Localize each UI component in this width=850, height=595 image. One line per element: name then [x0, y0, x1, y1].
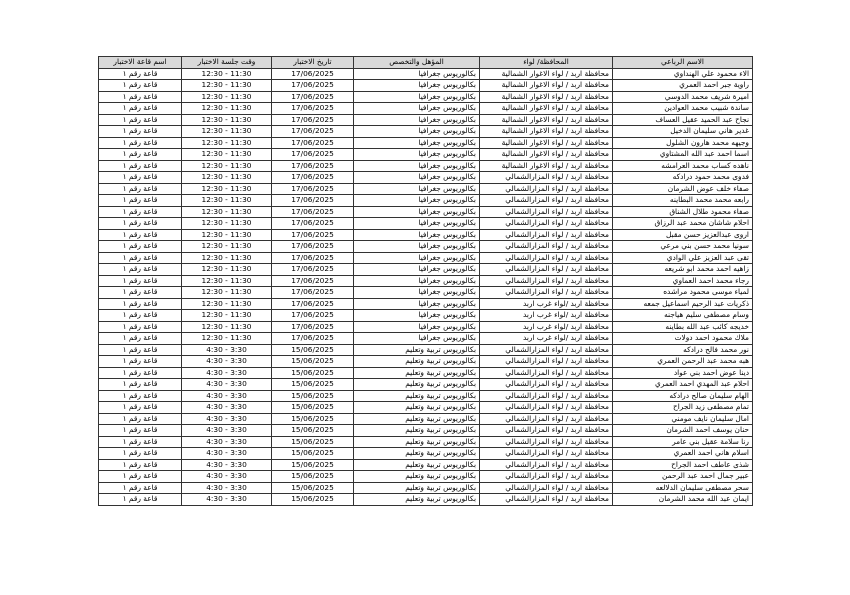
cell-time: 11:30 - 12:30 [182, 68, 272, 80]
cell-name: اروى عبدالعزيز حسن مقبل [613, 229, 753, 241]
cell-time: 3:30 - 4:30 [182, 390, 272, 402]
cell-hall: قاعة رقم ١ [99, 310, 182, 322]
cell-hall: قاعة رقم ١ [99, 402, 182, 414]
cell-hall: قاعة رقم ١ [99, 448, 182, 460]
table-row [99, 160, 753, 172]
table-row [99, 425, 753, 437]
cell-date: 15/06/2025 [272, 459, 354, 471]
cell-governorate: محافظة اربد / لواء الاغوار الشمالية [480, 114, 613, 126]
cell-date: 17/06/2025 [272, 287, 354, 299]
table-row [99, 298, 753, 310]
table-row [99, 321, 753, 333]
cell-qualification: بكالوريوس جغرافيا [354, 80, 480, 92]
cell-hall: قاعة رقم ١ [99, 459, 182, 471]
cell-governorate: محافظة اربد / لواء المزارالشمالي [480, 436, 613, 448]
cell-date: 17/06/2025 [272, 137, 354, 149]
table-row [99, 310, 753, 322]
cell-qualification: بكالوريوس جغرافيا [354, 126, 480, 138]
cell-name: هبه محمد عبد الرحمن العمري [613, 356, 753, 368]
cell-time: 11:30 - 12:30 [182, 252, 272, 264]
cell-date: 17/06/2025 [272, 91, 354, 103]
cell-date: 15/06/2025 [272, 425, 354, 437]
cell-qualification: بكالوريوس جغرافيا [354, 206, 480, 218]
cell-date: 17/06/2025 [272, 321, 354, 333]
cell-qualification: بكالوريوس جغرافيا [354, 91, 480, 103]
table-row [99, 275, 753, 287]
cell-date: 17/06/2025 [272, 195, 354, 207]
cell-governorate: محافظة اربد / لواء المزارالشمالي [480, 390, 613, 402]
table-row [99, 103, 753, 115]
cell-qualification: بكالوريوس تربية وتعليم [354, 344, 480, 356]
cell-governorate: محافظة اربد /لواء غرب اربد [480, 321, 613, 333]
cell-hall: قاعة رقم ١ [99, 114, 182, 126]
cell-qualification: بكالوريوس جغرافيا [354, 195, 480, 207]
cell-name: تقى عبد العزيز علي الوادي [613, 252, 753, 264]
cell-qualification: بكالوريوس جغرافيا [354, 103, 480, 115]
cell-date: 17/06/2025 [272, 310, 354, 322]
cell-qualification: بكالوريوس تربية وتعليم [354, 471, 480, 483]
cell-name: وسام مصطفى سليم هياجنه [613, 310, 753, 322]
cell-hall: قاعة رقم ١ [99, 183, 182, 195]
cell-date: 15/06/2025 [272, 471, 354, 483]
cell-qualification: بكالوريوس جغرافيا [354, 172, 480, 184]
cell-qualification: بكالوريوس تربية وتعليم [354, 356, 480, 368]
header-date: تاريخ الاختبار [272, 57, 354, 69]
cell-date: 15/06/2025 [272, 390, 354, 402]
table-row [99, 229, 753, 241]
cell-date: 15/06/2025 [272, 448, 354, 460]
cell-date: 17/06/2025 [272, 149, 354, 161]
cell-time: 11:30 - 12:30 [182, 195, 272, 207]
cell-date: 15/06/2025 [272, 367, 354, 379]
cell-name: نور محمد فالح درادكه [613, 344, 753, 356]
cell-hall: قاعة رقم ١ [99, 321, 182, 333]
cell-governorate: محافظة اربد / لواء المزارالشمالي [480, 172, 613, 184]
cell-governorate: محافظة اربد / لواء المزارالشمالي [480, 356, 613, 368]
cell-qualification: بكالوريوس جغرافيا [354, 264, 480, 276]
table-row [99, 264, 753, 276]
cell-date: 17/06/2025 [272, 241, 354, 253]
cell-date: 15/06/2025 [272, 482, 354, 494]
cell-name: امال سليمان نايف مومني [613, 413, 753, 425]
cell-hall: قاعة رقم ١ [99, 287, 182, 299]
cell-date: 17/06/2025 [272, 68, 354, 80]
cell-name: دينا عوض احمد بني عواد [613, 367, 753, 379]
cell-qualification: بكالوريوس جغرافيا [354, 252, 480, 264]
table-row [99, 436, 753, 448]
cell-qualification: بكالوريوس جغرافيا [354, 298, 480, 310]
cell-governorate: محافظة اربد / لواء المزارالشمالي [480, 482, 613, 494]
cell-time: 3:30 - 4:30 [182, 459, 272, 471]
table-row [99, 448, 753, 460]
cell-hall: قاعة رقم ١ [99, 298, 182, 310]
table-row [99, 218, 753, 230]
cell-hall: قاعة رقم ١ [99, 126, 182, 138]
cell-time: 3:30 - 4:30 [182, 436, 272, 448]
cell-name: احلام شاشان محمد عبد الرزاق [613, 218, 753, 230]
cell-qualification: بكالوريوس تربية وتعليم [354, 379, 480, 391]
table-row [99, 137, 753, 149]
cell-hall: قاعة رقم ١ [99, 390, 182, 402]
cell-qualification: بكالوريوس جغرافيا [354, 160, 480, 172]
cell-governorate: محافظة اربد / لواء المزارالشمالي [480, 195, 613, 207]
table-row [99, 241, 753, 253]
cell-date: 17/06/2025 [272, 103, 354, 115]
cell-name: شذى عاطف احمد الجراح [613, 459, 753, 471]
cell-qualification: بكالوريوس جغرافيا [354, 333, 480, 345]
cell-date: 15/06/2025 [272, 402, 354, 414]
cell-hall: قاعة رقم ١ [99, 482, 182, 494]
cell-date: 17/06/2025 [272, 206, 354, 218]
cell-name: ايمان عبد الله محمد الشرمان [613, 494, 753, 506]
cell-qualification: بكالوريوس تربية وتعليم [354, 436, 480, 448]
table-row [99, 333, 753, 345]
cell-time: 11:30 - 12:30 [182, 80, 272, 92]
cell-governorate: محافظة اربد /لواء غرب اربد [480, 310, 613, 322]
cell-qualification: بكالوريوس جغرافيا [354, 68, 480, 80]
cell-date: 17/06/2025 [272, 183, 354, 195]
header-qualification: المؤهل والتخصص [354, 57, 480, 69]
cell-qualification: بكالوريوس تربية وتعليم [354, 494, 480, 506]
table-row [99, 149, 753, 161]
cell-date: 17/06/2025 [272, 114, 354, 126]
cell-name: ساندة شبيب محمد العوادين [613, 103, 753, 115]
cell-name: اسما احمد عبد الله المشتاوي [613, 149, 753, 161]
table-row [99, 356, 753, 368]
cell-qualification: بكالوريوس تربية وتعليم [354, 367, 480, 379]
header-name: الاسم الرباعي [613, 57, 753, 69]
cell-time: 11:30 - 12:30 [182, 172, 272, 184]
cell-governorate: محافظة اربد / لواء المزارالشمالي [480, 183, 613, 195]
cell-governorate: محافظة اربد / لواء المزارالشمالي [480, 206, 613, 218]
cell-name: تمام مصطفى زيد الجراح [613, 402, 753, 414]
cell-name: حنان يوسف احمد الشرمان [613, 425, 753, 437]
cell-name: سحر مصطفى سليمان الدلالعه [613, 482, 753, 494]
cell-date: 15/06/2025 [272, 379, 354, 391]
cell-hall: قاعة رقم ١ [99, 160, 182, 172]
cell-hall: قاعة رقم ١ [99, 229, 182, 241]
table-row [99, 126, 753, 138]
cell-hall: قاعة رقم ١ [99, 367, 182, 379]
cell-date: 15/06/2025 [272, 436, 354, 448]
cell-name: صفاء خلف عوض الشرمان [613, 183, 753, 195]
cell-qualification: بكالوريوس جغرافيا [354, 114, 480, 126]
cell-governorate: محافظة اربد / لواء الاغوار الشمالية [480, 91, 613, 103]
cell-date: 15/06/2025 [272, 344, 354, 356]
cell-governorate: محافظة اربد / لواء المزارالشمالي [480, 252, 613, 264]
cell-time: 11:30 - 12:30 [182, 218, 272, 230]
cell-governorate: محافظة اربد / لواء المزارالشمالي [480, 494, 613, 506]
cell-name: ملاك محمود احمد دولات [613, 333, 753, 345]
cell-date: 17/06/2025 [272, 252, 354, 264]
cell-governorate: محافظة اربد / لواء المزارالشمالي [480, 448, 613, 460]
cell-governorate: محافظة اربد / لواء المزارالشمالي [480, 241, 613, 253]
cell-time: 11:30 - 12:30 [182, 126, 272, 138]
cell-time: 3:30 - 4:30 [182, 482, 272, 494]
table-row [99, 494, 753, 506]
cell-governorate: محافظة اربد / لواء المزارالشمالي [480, 367, 613, 379]
cell-governorate: محافظة اربد / لواء المزارالشمالي [480, 218, 613, 230]
table-row [99, 471, 753, 483]
table-row [99, 459, 753, 471]
cell-time: 11:30 - 12:30 [182, 160, 272, 172]
cell-qualification: بكالوريوس تربية وتعليم [354, 459, 480, 471]
cell-name: رابعه محمد محمد البطاينه [613, 195, 753, 207]
table-row [99, 195, 753, 207]
cell-hall: قاعة رقم ١ [99, 252, 182, 264]
cell-name: فدوى محمد حمود درادكه [613, 172, 753, 184]
cell-time: 3:30 - 4:30 [182, 344, 272, 356]
exam-schedule-page [98, 56, 752, 506]
cell-name: غدير هاني سليمان الدخيل [613, 126, 753, 138]
cell-name: نجاح عبد الحميد عقيل العساف [613, 114, 753, 126]
cell-time: 11:30 - 12:30 [182, 287, 272, 299]
cell-hall: قاعة رقم ١ [99, 218, 182, 230]
cell-date: 17/06/2025 [272, 218, 354, 230]
cell-hall: قاعة رقم ١ [99, 413, 182, 425]
cell-time: 11:30 - 12:30 [182, 103, 272, 115]
cell-name: عبير جمال احمد عبد الرحمن [613, 471, 753, 483]
cell-hall: قاعة رقم ١ [99, 333, 182, 345]
cell-governorate: محافظة اربد / لواء المزارالشمالي [480, 379, 613, 391]
cell-time: 3:30 - 4:30 [182, 379, 272, 391]
cell-date: 15/06/2025 [272, 356, 354, 368]
table-row [99, 172, 753, 184]
cell-name: ناهده كساب محمد العرامشه [613, 160, 753, 172]
cell-governorate: محافظة اربد / لواء الاغوار الشمالية [480, 80, 613, 92]
cell-time: 11:30 - 12:30 [182, 91, 272, 103]
cell-qualification: بكالوريوس جغرافيا [354, 218, 480, 230]
cell-name: راوية جبر احمد العمري [613, 80, 753, 92]
cell-governorate: محافظة اربد / لواء المزارالشمالي [480, 344, 613, 356]
cell-name: زاهيه احمد محمد ابو شريعه [613, 264, 753, 276]
cell-hall: قاعة رقم ١ [99, 103, 182, 115]
cell-name: لمياء موسى محمود مراشده [613, 287, 753, 299]
cell-qualification: بكالوريوس جغرافيا [354, 287, 480, 299]
cell-governorate: محافظة اربد / لواء المزارالشمالي [480, 275, 613, 287]
cell-hall: قاعة رقم ١ [99, 149, 182, 161]
cell-governorate: محافظة اربد / لواء المزارالشمالي [480, 229, 613, 241]
cell-governorate: محافظة اربد / لواء الاغوار الشمالية [480, 68, 613, 80]
cell-time: 11:30 - 12:30 [182, 310, 272, 322]
cell-hall: قاعة رقم ١ [99, 195, 182, 207]
cell-hall: قاعة رقم ١ [99, 494, 182, 506]
cell-name: اميرة شريف محمد الدوسي [613, 91, 753, 103]
header-time: وقت جلسة الاختبار [182, 57, 272, 69]
cell-time: 11:30 - 12:30 [182, 183, 272, 195]
cell-hall: قاعة رقم ١ [99, 206, 182, 218]
cell-governorate: محافظة اربد / لواء الاغوار الشمالية [480, 137, 613, 149]
cell-name: الاء محمود علي الهنداوي [613, 68, 753, 80]
table-row [99, 413, 753, 425]
table-row [99, 379, 753, 391]
table-row [99, 252, 753, 264]
cell-qualification: بكالوريوس جغرافيا [354, 241, 480, 253]
cell-hall: قاعة رقم ١ [99, 436, 182, 448]
cell-governorate: محافظة اربد / لواء المزارالشمالي [480, 425, 613, 437]
cell-time: 11:30 - 12:30 [182, 229, 272, 241]
cell-time: 3:30 - 4:30 [182, 494, 272, 506]
table-row [99, 344, 753, 356]
table-row [99, 287, 753, 299]
cell-time: 11:30 - 12:30 [182, 241, 272, 253]
cell-hall: قاعة رقم ١ [99, 241, 182, 253]
cell-time: 11:30 - 12:30 [182, 137, 272, 149]
cell-time: 11:30 - 12:30 [182, 275, 272, 287]
cell-governorate: محافظة اربد / لواء الاغوار الشمالية [480, 149, 613, 161]
cell-date: 17/06/2025 [272, 333, 354, 345]
cell-date: 17/06/2025 [272, 80, 354, 92]
cell-time: 3:30 - 4:30 [182, 425, 272, 437]
cell-time: 3:30 - 4:30 [182, 367, 272, 379]
cell-qualification: بكالوريوس جغرافيا [354, 310, 480, 322]
cell-date: 15/06/2025 [272, 413, 354, 425]
cell-date: 17/06/2025 [272, 229, 354, 241]
cell-hall: قاعة رقم ١ [99, 379, 182, 391]
cell-name: وجيهه محمد هارون الشلول [613, 137, 753, 149]
cell-qualification: بكالوريوس جغرافيا [354, 149, 480, 161]
cell-hall: قاعة رقم ١ [99, 425, 182, 437]
cell-governorate: محافظة اربد / لواء المزارالشمالي [480, 413, 613, 425]
cell-hall: قاعة رقم ١ [99, 172, 182, 184]
table-row [99, 68, 753, 80]
cell-name: رنا سلامة عقيل بني عامر [613, 436, 753, 448]
cell-date: 15/06/2025 [272, 494, 354, 506]
cell-date: 17/06/2025 [272, 264, 354, 276]
cell-date: 17/06/2025 [272, 298, 354, 310]
cell-governorate: محافظة اربد /لواء غرب اربد [480, 333, 613, 345]
cell-hall: قاعة رقم ١ [99, 264, 182, 276]
cell-time: 3:30 - 4:30 [182, 448, 272, 460]
cell-time: 11:30 - 12:30 [182, 149, 272, 161]
cell-time: 3:30 - 4:30 [182, 413, 272, 425]
cell-qualification: بكالوريوس جغرافيا [354, 183, 480, 195]
cell-name: ذكريات عبد الرحيم اسماعيل جمعه [613, 298, 753, 310]
cell-governorate: محافظة اربد / لواء الاغوار الشمالية [480, 103, 613, 115]
cell-name: خديجه كائب عبد الله بطاينه [613, 321, 753, 333]
cell-name: الهام سليمان صالح درادكه [613, 390, 753, 402]
table-row [99, 114, 753, 126]
cell-time: 11:30 - 12:30 [182, 264, 272, 276]
cell-qualification: بكالوريوس جغرافيا [354, 321, 480, 333]
cell-hall: قاعة رقم ١ [99, 80, 182, 92]
cell-name: احلام عبد المهدي احمد العمري [613, 379, 753, 391]
cell-qualification: بكالوريوس تربية وتعليم [354, 413, 480, 425]
cell-time: 3:30 - 4:30 [182, 356, 272, 368]
cell-qualification: بكالوريوس تربية وتعليم [354, 425, 480, 437]
table-row [99, 402, 753, 414]
cell-qualification: بكالوريوس جغرافيا [354, 137, 480, 149]
cell-qualification: بكالوريوس تربية وتعليم [354, 448, 480, 460]
cell-hall: قاعة رقم ١ [99, 91, 182, 103]
cell-time: 3:30 - 4:30 [182, 402, 272, 414]
cell-governorate: محافظة اربد / لواء الاغوار الشمالية [480, 160, 613, 172]
cell-governorate: محافظة اربد / لواء المزارالشمالي [480, 459, 613, 471]
cell-qualification: بكالوريوس تربية وتعليم [354, 402, 480, 414]
cell-hall: قاعة رقم ١ [99, 344, 182, 356]
table-row [99, 390, 753, 402]
cell-time: 11:30 - 12:30 [182, 321, 272, 333]
cell-name: اسلام هاني احمد العمري [613, 448, 753, 460]
table-row [99, 91, 753, 103]
cell-qualification: بكالوريوس تربية وتعليم [354, 482, 480, 494]
cell-name: سونيا محمد حسن بني مرعي [613, 241, 753, 253]
cell-governorate: محافظة اربد / لواء الاغوار الشمالية [480, 126, 613, 138]
cell-time: 11:30 - 12:30 [182, 298, 272, 310]
cell-date: 17/06/2025 [272, 275, 354, 287]
cell-hall: قاعة رقم ١ [99, 137, 182, 149]
table-row [99, 206, 753, 218]
cell-date: 17/06/2025 [272, 160, 354, 172]
cell-time: 11:30 - 12:30 [182, 114, 272, 126]
cell-date: 17/06/2025 [272, 172, 354, 184]
cell-name: رجاء محمد احمد العماوي [613, 275, 753, 287]
cell-qualification: بكالوريوس تربية وتعليم [354, 390, 480, 402]
table-body [99, 68, 753, 505]
header-governorate: المحافظة/ لواء [480, 57, 613, 69]
cell-hall: قاعة رقم ١ [99, 68, 182, 80]
table-row [99, 482, 753, 494]
table-row [99, 367, 753, 379]
cell-hall: قاعة رقم ١ [99, 471, 182, 483]
cell-governorate: محافظة اربد / لواء المزارالشمالي [480, 471, 613, 483]
cell-governorate: محافظة اربد / لواء المزارالشمالي [480, 264, 613, 276]
cell-time: 3:30 - 4:30 [182, 471, 272, 483]
cell-qualification: بكالوريوس جغرافيا [354, 229, 480, 241]
cell-time: 11:30 - 12:30 [182, 206, 272, 218]
exam-schedule-table [98, 56, 753, 506]
table-header-row [99, 57, 753, 69]
table-row [99, 80, 753, 92]
table-row [99, 183, 753, 195]
cell-qualification: بكالوريوس جغرافيا [354, 275, 480, 287]
cell-name: صفاء محمود طلال الشناق [613, 206, 753, 218]
cell-hall: قاعة رقم ١ [99, 356, 182, 368]
cell-hall: قاعة رقم ١ [99, 275, 182, 287]
header-hall: اسم قاعة الاختبار [99, 57, 182, 69]
cell-date: 17/06/2025 [272, 126, 354, 138]
cell-governorate: محافظة اربد / لواء المزارالشمالي [480, 402, 613, 414]
cell-governorate: محافظة اربد / لواء المزارالشمالي [480, 287, 613, 299]
cell-governorate: محافظة اربد /لواء غرب اربد [480, 298, 613, 310]
cell-time: 11:30 - 12:30 [182, 333, 272, 345]
